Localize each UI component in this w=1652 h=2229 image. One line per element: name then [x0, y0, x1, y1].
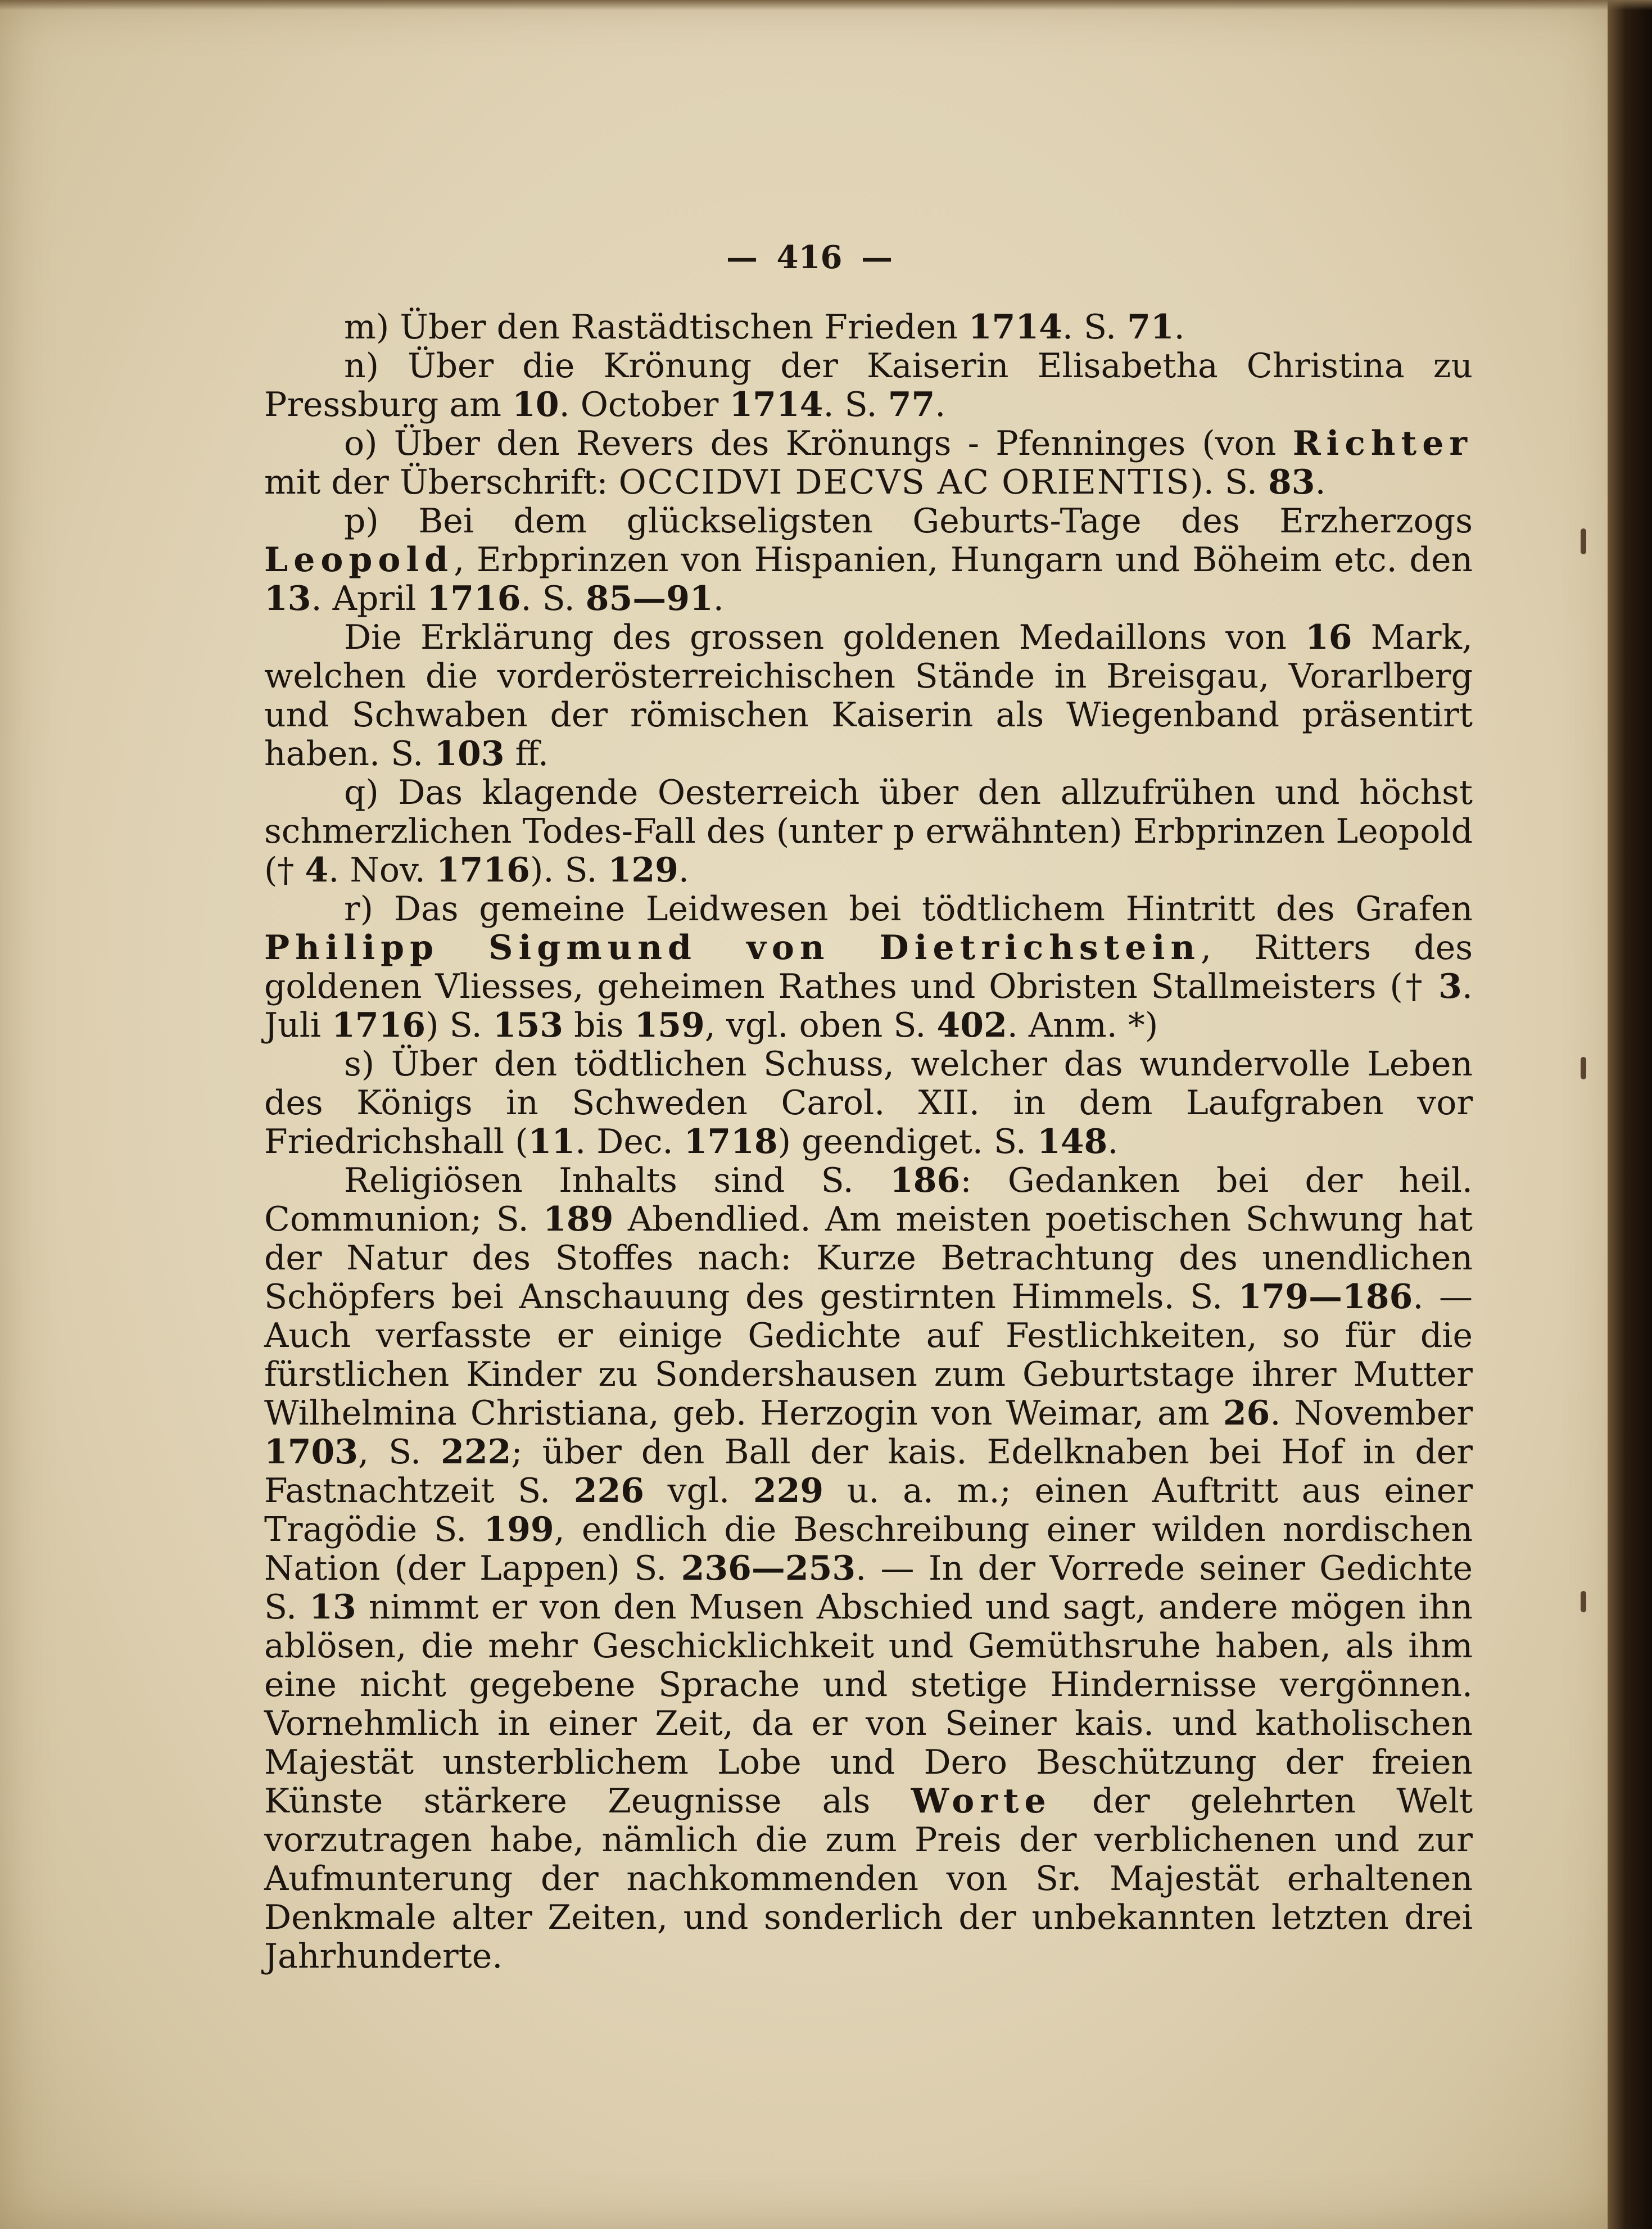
- margin-mark-2: [1581, 1057, 1586, 1079]
- entry-q: q) Das klagende Oesterreich über den allzufrühen und höchst schmerzlichen Todes-Fall des (unter p erwähnten) Erbprinzen Leopold († 4. Nov. 1716). S. 129.: [264, 773, 1473, 890]
- margin-mark-3: [1581, 1591, 1586, 1612]
- entry-medal: Die Erklärung des grossen goldenen Medaillons von 16 Mark, welchen die vorderösterreichischen Stände in Breisgau, Vorarlberg und Schwaben der römischen Kaiserin als Wiegenband präsentirt haben. S. 103 ff.: [264, 618, 1473, 774]
- entry-s: s) Über den tödtlichen Schuss, welcher das wundervolle Leben des Königs in Schweden Carol. XII. in dem Laufgraben vor Friedrichshall (11. Dec. 1718) geendiget. S. 148.: [264, 1045, 1473, 1161]
- entry-n: n) Über die Krönung der Kaiserin Elisabetha Christina zu Pressburg am 10. October 1714. S. 77.: [264, 346, 1473, 424]
- motto: OCCIDVI DECVS AC ORIENTIS: [618, 463, 1191, 502]
- page-number-header: [0, 239, 1619, 276]
- page-body: [264, 308, 1473, 1976]
- margin-mark-1: [1581, 528, 1586, 554]
- page-number-dash-right: —: [861, 239, 893, 276]
- entry-o: o) Über den Revers des Krönungs - Pfenninges (von Richter mit der Überschrift: OCCIDVI DECVS AC ORIENTIS). S. 83.: [264, 424, 1473, 502]
- paragraph-religious-works: Religiösen Inhalts sind S. 186: Gedanken bei der heil. Communion; S. 189 Abendlied. Am meisten poetischen Schwung hat der Natur des Stoffes nach: Kurze Betrachtung des unendlichen Schöpfers bei Anschauung des gestirnten Himmels. S. 179—186. — Auch verfasste er einige Gedichte auf Festlichkeiten, so für die fürstlichen Kinder zu Sondershausen zum Geburtstage ihrer Mutter Wilhelmina Christiana, geb. Herzogin von Weimar, am 26. November 1703, S. 222; über den Ball der kais. Edelknaben bei Hof in der Fastnachtzeit S. 226 vgl. 229 u. a. m.; einen Auftritt aus einer Tragödie S. 199, endlich die Beschreibung einer wilden nordischen Nation (der Lappen) S. 236—253. — In der Vorrede seiner Gedichte S. 13 nimmt er von den Musen Abschied und sagt, andere mögen ihn ablösen, die mehr Geschicklichkeit und Gemüthsruhe haben, als ihm eine nicht gegebene Sprache und stetige Hindernisse vergönnen. Vornehmlich in einer Zeit, da er von Seiner kais. und katholischen Majestät unsterblichem Lobe und Dero Beschützung der freien Künste stärkere Zeugnisse als Worte der gelehrten Welt vorzutragen habe, nämlich die zum Preis der verblichenen und zur Aufmunterung der nachkommenden von Sr. Majestät erhaltenen Denkmale alter Zeiten, und sonderlich der unbekannten letzten drei Jahrhunderte.: [264, 1161, 1473, 1976]
- page-top-edge: [0, 0, 1652, 10]
- entry-r: r) Das gemeine Leidwesen bei tödtlichem Hintritt des Grafen Philipp Sigmund von Dietrichstein, Ritters des goldenen Vliesses, geheimen Rathes und Obristen Stallmeisters († 3. Juli 1716) S. 153 bis 159, vgl. oben S. 402. Anm. *): [264, 889, 1473, 1045]
- book-binding: [1608, 0, 1652, 2229]
- entry-m: m) Über den Rastädtischen Frieden 1714. S. 71.: [344, 308, 1185, 347]
- entry-p: p) Bei dem glückseligsten Geburts-Tage des Erzherzogs Leopold, Erbprinzen von Hispanien, Hungarn und Böheim etc. den 13. April 1716. S. 85—91.: [264, 501, 1473, 618]
- page-number-dash-left: —: [726, 239, 758, 276]
- page-number: 416: [776, 239, 843, 276]
